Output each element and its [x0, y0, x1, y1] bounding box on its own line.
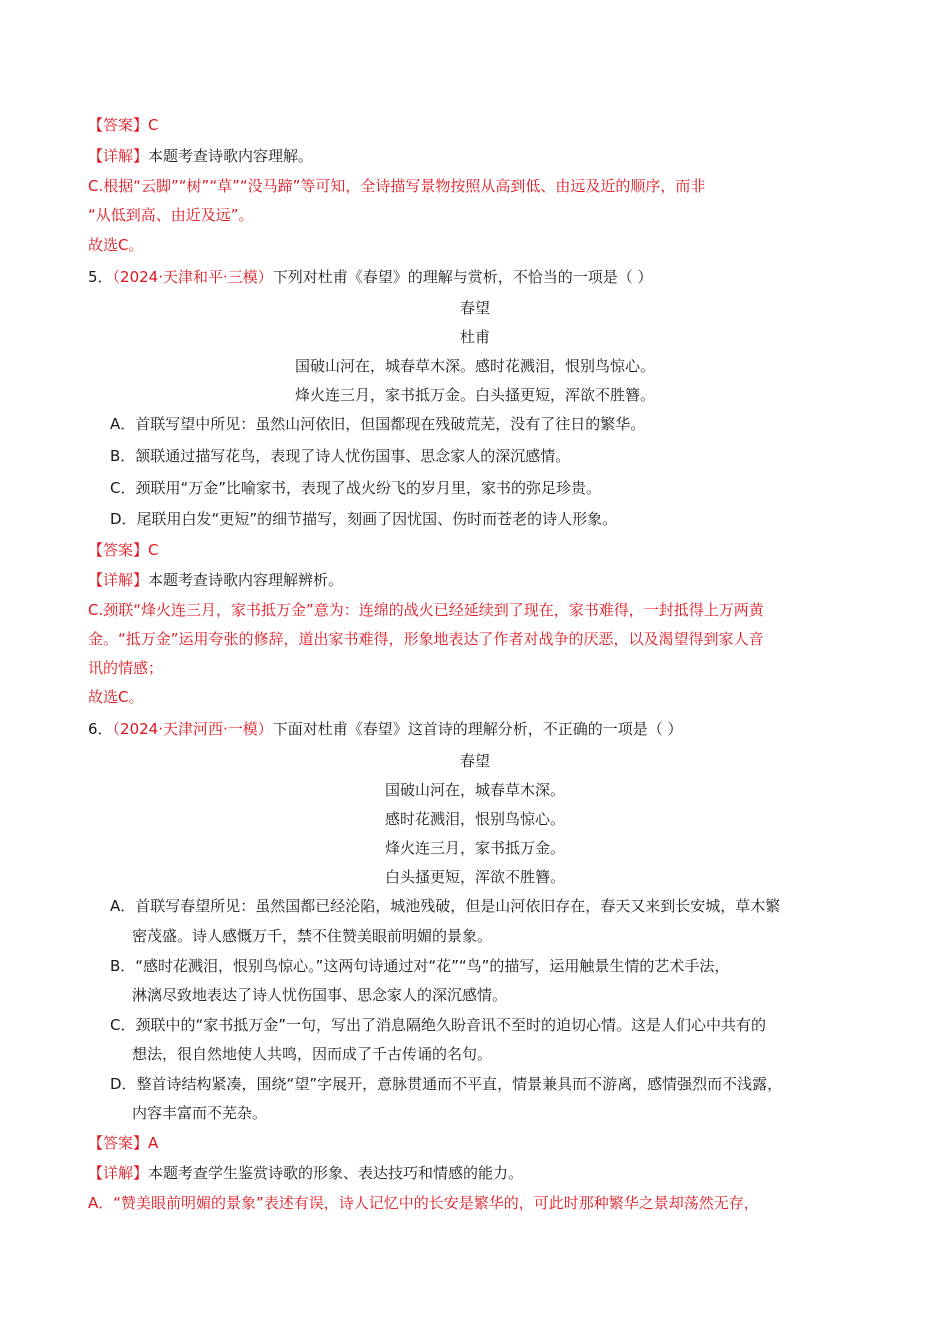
q5-detail-explanation-2: 金。“抵万金”运用夸张的修辞，道出家书难得，形象地表达了作者对战争的厌恶，以及渴望得到家人音 — [88, 630, 764, 648]
question-number: 6． — [88, 720, 113, 738]
q5-option-c: C．颈联用“万金”比喻家书，表现了战火纷飞的岁月里，家书的弥足珍贵。 — [110, 479, 602, 497]
q6-option-c-line-2: 想法，很自然地使人共鸣，因而成了千古传诵的名句。 — [132, 1045, 493, 1063]
question-number: 5． — [88, 268, 113, 286]
q4-conclusion: 故选C。 — [88, 236, 144, 254]
q5-answer-line — [88, 540, 159, 560]
q5-option-b: B．颔联通过描写花鸟，表现了诗人忧伤国事、思念家人的深沉感情。 — [110, 447, 571, 465]
q6-poem-line-1: 国破山河在，城春草木深。 — [384, 781, 565, 799]
q6-option-d-line-2: 内容丰富而不芜杂。 — [132, 1104, 268, 1122]
answer-value: A — [148, 1134, 159, 1152]
q5-question — [88, 267, 653, 287]
q6-option-c-line-1: C．颈联中的“家书抵万金”一句，写出了消息隔绝久盼音讯不至时的迫切心情。这是人们心中共有的 — [110, 1016, 767, 1034]
q6-option-b-line-1: B．“感时花溅泪，恨别鸟惊心。”这两句诗通过对“花”“鸟”的描写，运用触景生情的艺术手法， — [110, 957, 730, 975]
answer-value: C — [148, 116, 159, 134]
q4-detail-explanation-2: “从低到高、由近及远”。 — [88, 206, 254, 224]
detail-tag: 【详解】 — [88, 1164, 149, 1182]
q6-poem-line-3: 烽火连三月，家书抵万金。 — [384, 839, 565, 857]
q6-question — [88, 719, 683, 739]
q5-poem-author: 杜甫 — [459, 328, 490, 346]
detail-text: 本题考查学生鉴赏诗歌的形象、表达技巧和情感的能力。 — [148, 1164, 524, 1182]
answer-value: C — [148, 541, 159, 559]
question-source: （2024·天津河西·一模） — [112, 720, 273, 738]
q6-detail-explanation-1: A．“赞美眼前明媚的景象”表述有误，诗人记忆中的长安是繁华的，可此时那种繁华之景却荡然无存， — [88, 1194, 759, 1212]
answer-tag: 【答案】 — [88, 1134, 149, 1152]
question-text: 下面对杜甫《春望》这首诗的理解分析，不正确的一项是（ ） — [272, 720, 683, 738]
answer-tag: 【答案】 — [88, 116, 149, 134]
q4-detail-line — [88, 146, 313, 166]
q5-option-d: D．尾联用白发“更短”的细节描写，刻画了因忧国、伤时而苍老的诗人形象。 — [110, 510, 618, 528]
q5-poem-line-1: 国破山河在，城春草木深。感时花溅泪，恨别鸟惊心。 — [294, 357, 655, 375]
q6-poem-title: 春望 — [459, 752, 490, 770]
q6-option-d-line-1: D．整首诗结构紧凑，围绕“望”字展开，意脉贯通而不平直，情景兼具而不游离，感情强烈而不浅露， — [110, 1075, 783, 1093]
q6-option-a-line-2: 密茂盛。诗人感慨万千，禁不住赞美眼前明媚的景象。 — [132, 927, 493, 945]
q5-detail-explanation-1: C.颈联“烽火连三月，家书抵万金”意为：连绵的战火已经延续到了现在，家书难得，一封抵得上万两黄 — [88, 601, 764, 619]
q6-answer-line — [88, 1133, 158, 1153]
q5-option-a: A．首联写望中所见：虽然山河依旧，但国都现在残破荒芜，没有了往日的繁华。 — [110, 415, 646, 433]
q6-poem-line-2: 感时花溅泪，恨别鸟惊心。 — [384, 810, 565, 828]
detail-text: 本题考查诗歌内容理解辨析。 — [148, 571, 344, 589]
q6-poem-line-4: 白头搔更短，浑欲不胜簪。 — [384, 868, 565, 886]
detail-tag: 【详解】 — [88, 571, 149, 589]
q4-answer-line — [88, 115, 159, 135]
q5-detail-line — [88, 570, 343, 590]
q6-option-a-line-1: A．首联写春望所见：虽然国都已经沦陷，城池残破，但是山河依旧存在，春天又来到长安城，草木繁 — [110, 897, 781, 915]
question-text: 下列对杜甫《春望》的理解与赏析，不恰当的一项是（ ） — [272, 268, 653, 286]
q5-poem-line-2: 烽火连三月，家书抵万金。白头搔更短，浑欲不胜簪。 — [294, 386, 655, 404]
q5-conclusion: 故选C。 — [88, 688, 144, 706]
q6-detail-line — [88, 1163, 523, 1183]
detail-tag: 【详解】 — [88, 147, 149, 165]
q6-option-b-line-2: 淋漓尽致地表达了诗人忧伤国事、思念家人的深沉感情。 — [132, 986, 508, 1004]
question-source: （2024·天津和平·三模） — [112, 268, 273, 286]
answer-tag: 【答案】 — [88, 541, 149, 559]
detail-text: 本题考查诗歌内容理解。 — [148, 147, 314, 165]
q4-detail-explanation-1: C.根据“云脚”“树”“草”“没马蹄”等可知，全诗描写景物按照从高到低、由远及近的顺序，而非 — [88, 177, 706, 195]
q5-poem-title: 春望 — [459, 299, 490, 317]
q5-detail-explanation-3: 讯的情感； — [88, 659, 164, 677]
